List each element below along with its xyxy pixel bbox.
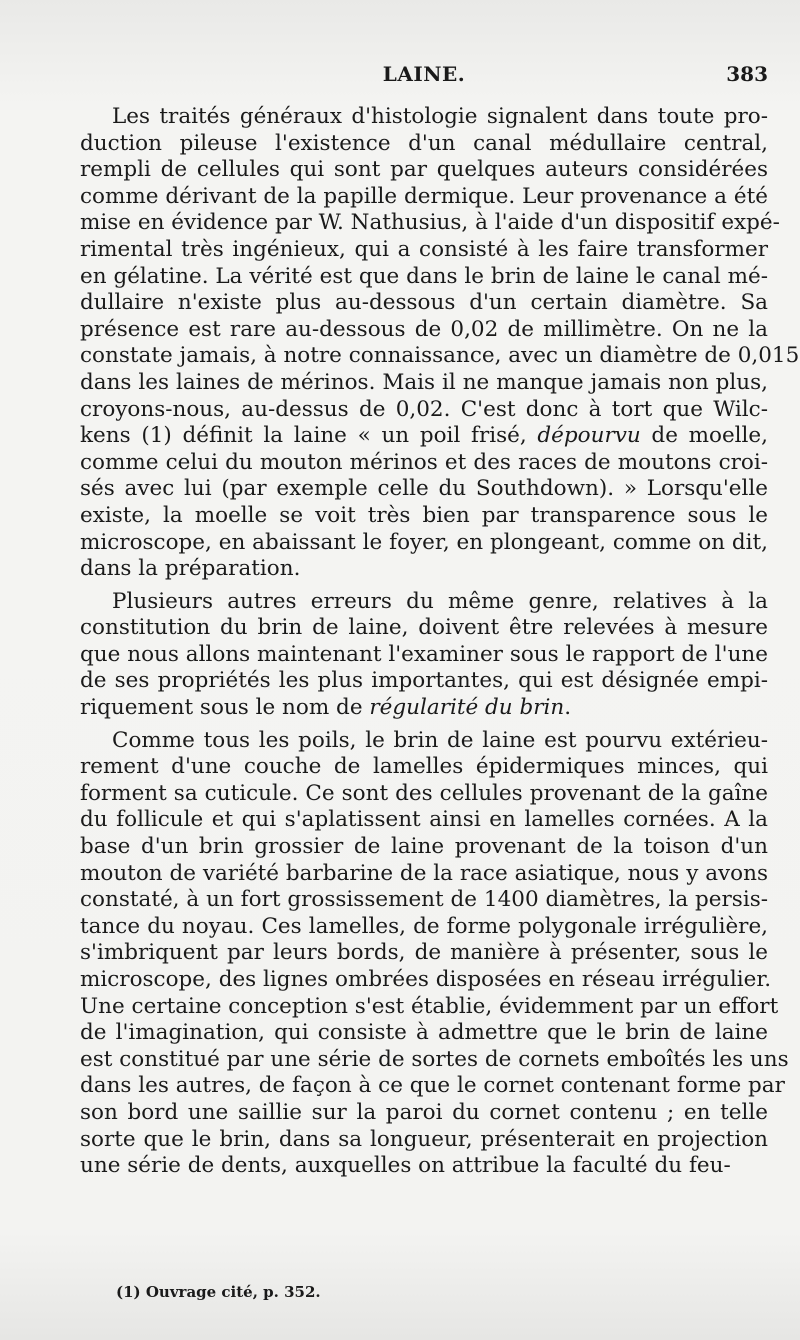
text-line: de ses propriétés les plus importantes, qui est désignée empi- <box>80 668 768 694</box>
text-line: dans la préparation. <box>80 556 301 582</box>
text-line: une série de dents, auxquelles on attribue la faculté du feu- <box>80 1153 731 1179</box>
text-line: dans les autres, de façon à ce que le cornet contenant forme par <box>80 1073 785 1099</box>
text-line: est constitué par une série de sortes de cornets emboîtés les uns <box>80 1046 789 1072</box>
text-line: Comme tous les poils, le brin de laine est pourvu extérieu- <box>112 727 768 753</box>
text-line: comme dérivant de la papille dermique. Leur provenance a été <box>80 183 768 209</box>
text-line: comme celui du mouton mérinos et des races de moutons croi- <box>80 449 768 475</box>
text-line: rimental très ingénieux, qui a consisté à les faire transformer <box>80 236 768 262</box>
text-line: son bord une saillie sur la paroi du cornet contenu ; en telle <box>80 1099 768 1125</box>
body-text <box>80 104 800 1186</box>
text-line: Les traités généraux d'histologie signalent dans toute pro- <box>112 104 768 129</box>
text-line: dans les laines de mérinos. Mais il ne manque jamais non plus, <box>80 369 768 395</box>
text-line: mise en évidence par W. Nathusius, à l'aide d'un dispositif expé- <box>80 210 780 236</box>
page-number: 383 <box>726 62 768 86</box>
text-line: base d'un brin grossier de laine provenant de la toison d'un <box>80 834 768 860</box>
text-line: duction pileuse l'existence d'un canal médullaire central, <box>80 130 768 156</box>
text-line: existe, la moelle se voit très bien par transparence sous le <box>80 502 768 528</box>
text-line: tance du noyau. Ces lamelles, de forme polygonale irrégulière, <box>80 913 768 939</box>
text-line: kens (1) définit la laine « un poil frisé, dépourvu de moelle, <box>80 423 768 449</box>
italic-text: dépourvu <box>537 423 641 449</box>
text-line: constitution du brin de laine, doivent être relevées à mesure <box>80 615 768 641</box>
text-line: constate jamais, à notre connaissance, avec un diamètre de 0,015 <box>80 343 800 369</box>
text-line: de l'imagination, qui consiste à admettre que le brin de laine <box>80 1020 768 1046</box>
text-line: croyons-nous, au-dessus de 0,02. C'est donc à tort que Wilc- <box>80 396 768 422</box>
text-line: rement d'une couche de lamelles épidermiques minces, qui <box>80 754 768 780</box>
text-line: dullaire n'existe plus au-dessous d'un certain diamètre. Sa <box>80 290 768 316</box>
text-line: en gélatine. La vérité est que dans le brin de laine le canal mé- <box>80 263 768 289</box>
text-line: mouton de variété barbarine de la race asiatique, nous y avons <box>80 860 768 886</box>
text-line: s'imbriquent par leurs bords, de manière à présenter, sous le <box>80 940 768 966</box>
footnote: (1) Ouvrage cité, p. 352. <box>116 1283 321 1301</box>
text-line: sorte que le brin, dans sa longueur, présenterait en projection <box>80 1126 768 1152</box>
text-line: rempli de cellules qui sont par quelques auteurs considérées <box>80 157 768 183</box>
text-line: présence est rare au-dessous de 0,02 de millimètre. On ne la <box>80 316 768 342</box>
text-line: sés avec lui (par exemple celle du Southdown). » Lorsqu'elle <box>80 476 768 502</box>
text-line: Plusieurs autres erreurs du même genre, relatives à la <box>112 588 768 614</box>
italic-text: régularité du brin <box>369 695 565 721</box>
text-line: du follicule et qui s'aplatissent ainsi en lamelles cornées. A la <box>80 807 768 833</box>
paragraph <box>80 727 789 1180</box>
text-line: constaté, à un fort grossissement de 1400 diamètres, la persis- <box>80 887 768 913</box>
text-line: forment sa cuticule. Ce sont des cellules provenant de la gaîne <box>80 780 768 806</box>
page-header <box>80 62 768 90</box>
text-line: Une certaine conception s'est établie, évidemment par un effort <box>80 993 779 1019</box>
text-line: microscope, en abaissant le foyer, en plongeant, comme on dit, <box>80 529 768 555</box>
text-line: microscope, des lignes ombrées disposées en réseau irrégulier. <box>80 967 772 992</box>
paragraph <box>80 589 768 722</box>
text-line: riquement sous le nom de régularité du brin. <box>80 695 572 721</box>
text-line: que nous allons maintenant l'examiner sous le rapport de l'une <box>80 641 768 667</box>
running-title: LAINE. <box>382 62 466 86</box>
paragraph <box>80 104 800 583</box>
